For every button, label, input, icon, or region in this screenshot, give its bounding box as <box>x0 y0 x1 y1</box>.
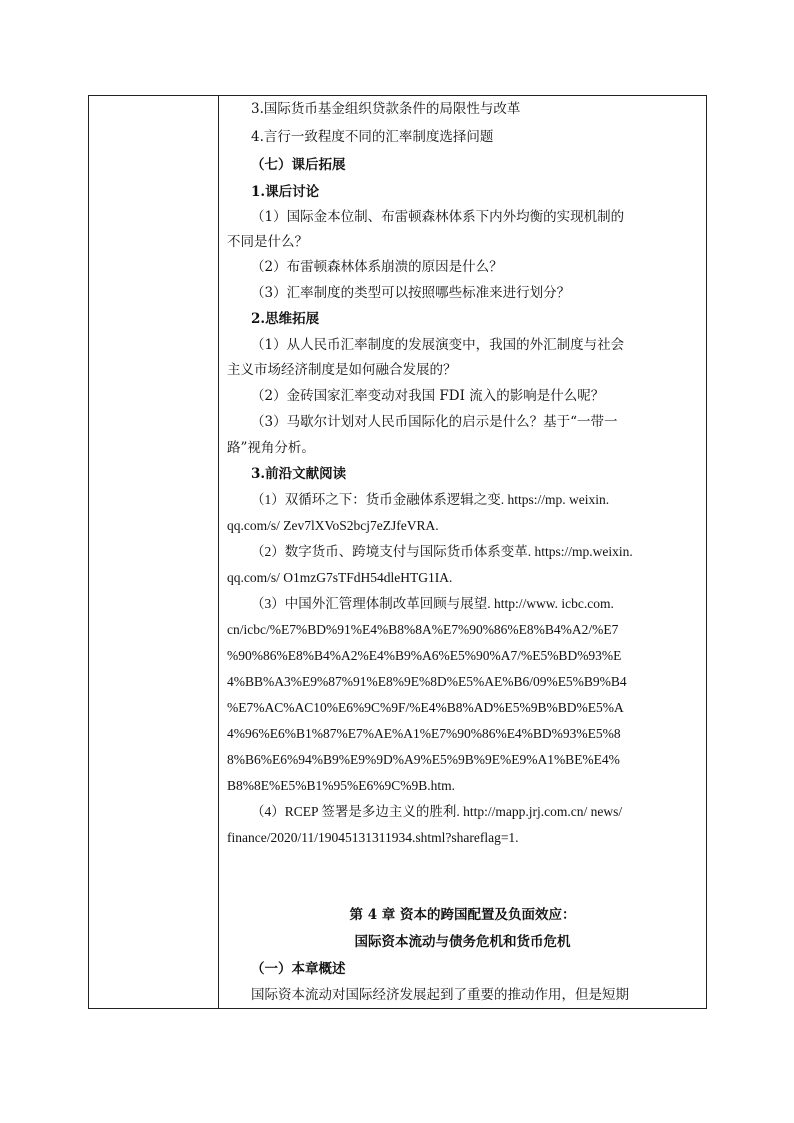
text-line: （3）汇率制度的类型可以按照哪些标准来进行划分？ <box>251 285 571 301</box>
reference-line: （1）双循环之下：货币金融体系逻辑之变. https://mp. weixin. <box>251 492 610 507</box>
subsection-heading: 3.前沿文献阅读 <box>251 466 347 482</box>
reference-line: %90%86%E8%B4%A2%E4%B9%A6%E5%90%A7/%E5%BD%93%E <box>227 648 622 663</box>
section-heading: （一）本章概述 <box>251 961 346 977</box>
reference-line: 4%96%E6%B1%87%E7%AE%A1%E7%90%86%E4%BD%93%E5%8 <box>227 726 621 741</box>
text-line: 路”视角分析。 <box>227 440 315 456</box>
section-heading: （七）课后拓展 <box>251 157 346 173</box>
text-line: 主义市场经济制度是如何融合发展的？ <box>227 362 457 378</box>
reference-line: （4）RCEP 签署是多边主义的胜利. http://mapp.jrj.com.cn/ news/ <box>251 804 623 819</box>
reference-line: qq.com/s/ O1mzG7sTFdH54dleHTG1IA. <box>227 570 453 585</box>
text-line: （3）马歇尔计划对人民币国际化的启示是什么？基于“一带一 <box>251 414 618 430</box>
reference-line: %E7%AC%AC10%E6%9C%9F/%E4%B8%AD%E5%9B%BD%E5%A <box>227 700 624 715</box>
document-table <box>88 95 707 1009</box>
text-line: 4.言行一致程度不同的汇率制度选择问题 <box>251 129 494 145</box>
text-line: 不同是什么？ <box>227 234 308 250</box>
reference-line: 8%B6%E6%94%B9%E9%9D%A9%E5%9B%9E%E9%A1%BE%E4% <box>227 752 620 767</box>
text-line: （1）国际金本位制、布雷顿森林体系下内外均衡的实现机制的 <box>251 209 625 225</box>
reference-line: B8%8E%E5%B1%95%E6%9C%9B.htm. <box>227 778 455 793</box>
subsection-heading: 1.课后讨论 <box>251 184 320 200</box>
subsection-heading: 2.思维拓展 <box>251 311 320 327</box>
text-line: 国际资本流动对国际经济发展起到了重要的推动作用，但是短期 <box>251 987 629 1003</box>
reference-line: （3）中国外汇管理体制改革回顾与展望. http://www. icbc.com. <box>251 596 614 611</box>
text-line: （2）金砖国家汇率变动对我国 FDI 流入的影响是什么呢？ <box>251 388 605 404</box>
text-line: 3.国际货币基金组织贷款条件的局限性与改革 <box>251 101 521 117</box>
reference-line: finance/2020/11/19045131311934.shtml?shareflag=1. <box>227 830 519 845</box>
chapter-title: 第 4 章 资本的跨国配置及负面效应： <box>349 907 576 923</box>
reference-line: （2）数字货币、跨境支付与国际货币体系变革. https://mp.weixin. <box>251 544 633 559</box>
reference-line: cn/icbc/%E7%BD%91%E4%B8%8A%E7%90%86%E8%B4%A2/%E7 <box>227 622 619 637</box>
text-line: （2）布雷顿森林体系崩溃的原因是什么？ <box>251 259 503 275</box>
table-column-divider <box>218 96 219 1008</box>
reference-line: 4%BB%A3%E9%87%91%E8%9E%8D%E5%AE%B6/09%E5%B9%B4 <box>227 674 627 689</box>
chapter-subtitle: 国际资本流动与债务危机和货币危机 <box>354 934 571 950</box>
reference-line: qq.com/s/ Zev7lXVoS2bcj7eZJfeVRA. <box>227 518 439 533</box>
text-line: （1）从人民币汇率制度的发展演变中，我国的外汇制度与社会 <box>251 337 625 353</box>
